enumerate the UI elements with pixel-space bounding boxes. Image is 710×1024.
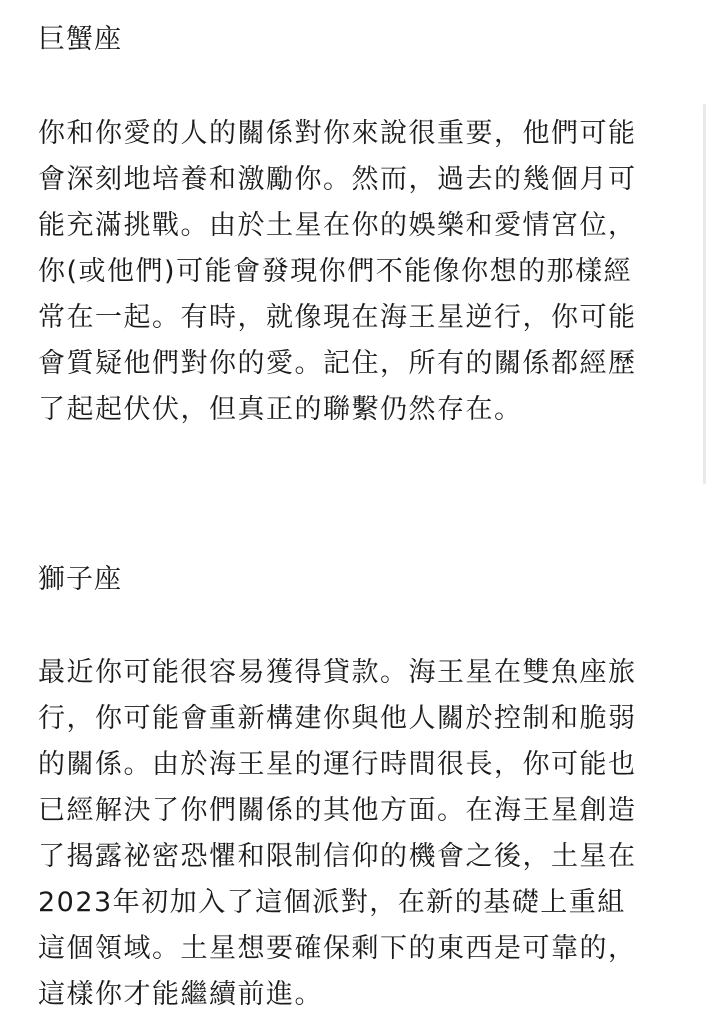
paragraph-line: 2023年初加入了這個派對，在新的基礎上重組 bbox=[38, 887, 626, 918]
paragraph-line: 常在一起。有時，就像現在海王星逆行，你可能 bbox=[38, 302, 637, 333]
section-paragraph bbox=[38, 650, 678, 1018]
paragraph-line: 這個領域。土星想要確保剩下的東西是可靠的， bbox=[38, 933, 637, 964]
paragraph-line: 了起起伏伏，但真正的聯繫仍然存在。 bbox=[38, 394, 523, 425]
paragraph-line: 會深刻地培養和激勵你。然而，過去的幾個月可 bbox=[38, 164, 637, 195]
section-heading: 獅子座 bbox=[38, 564, 122, 595]
paragraph-line: 了揭露祕密恐懼和限制信仰的機會之後，土星在 bbox=[38, 841, 637, 872]
paragraph-line: 行，你可能會重新構建你與他人關於控制和脆弱 bbox=[38, 703, 637, 734]
paragraph-line: 這樣你才能繼續前進。 bbox=[38, 979, 323, 1010]
section-paragraph bbox=[38, 111, 678, 433]
paragraph-line: 你(或他們)可能會發現你們不能像你想的那樣經 bbox=[38, 256, 633, 287]
paragraph-line: 已經解決了你們關係的其他方面。在海王星創造 bbox=[38, 795, 637, 826]
paragraph-line: 能充滿挑戰。由於土星在你的娛樂和愛情宮位， bbox=[38, 210, 637, 241]
paragraph-line: 會質疑他們對你的愛。記住，所有的關係都經歷 bbox=[38, 348, 637, 379]
paragraph-line: 最近你可能很容易獲得貸款。海王星在雙魚座旅 bbox=[38, 657, 637, 688]
paragraph-line: 你和你愛的人的關係對你來說很重要，他們可能 bbox=[38, 118, 637, 149]
scrollbar[interactable] bbox=[703, 104, 706, 484]
paragraph-line: 的關係。由於海王星的運行時間很長，你可能也 bbox=[38, 749, 637, 780]
section-cancer bbox=[38, 22, 678, 433]
section-leo bbox=[38, 562, 678, 1018]
section-heading: 巨蟹座 bbox=[38, 24, 122, 55]
